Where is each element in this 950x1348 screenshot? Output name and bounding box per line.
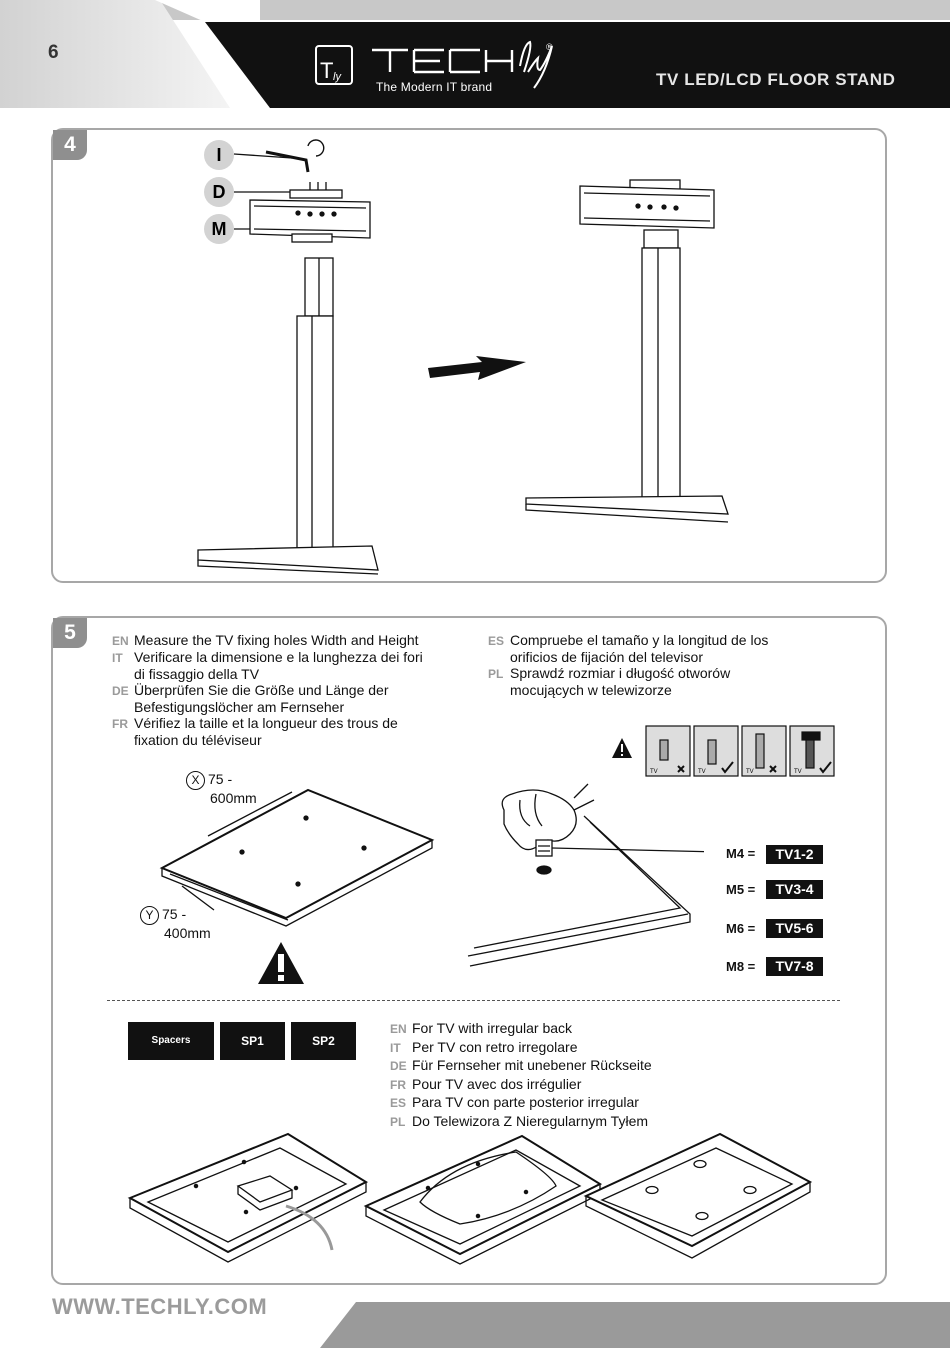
step-5-badge: 5	[53, 618, 87, 648]
tag-tv5-6: TV5-6	[766, 919, 823, 938]
dimension-y: Y 75 - 400mm	[140, 906, 250, 942]
instruction-fr: FR Vérifiez la taille et la longueur des trous de	[112, 715, 398, 731]
instruction-it: IT Verificare la dimensione e la lunghezza dei fori	[112, 649, 423, 665]
spacer-sp1: SP1	[220, 1022, 285, 1060]
irregular-fr: FR Pour TV avec dos irrégulier	[390, 1075, 582, 1092]
screw-length-icons	[608, 724, 840, 780]
irregular-de: DE Für Fernseher mit unebener Rückseite	[390, 1057, 652, 1074]
tv-icon-label-4: TV	[794, 769, 802, 775]
instructions-left: EN Measure the TV fixing holes Width and Height IT Verificare la dimensione e la lunghezza dei fori di fissaggio della TV DE Überprüfen Sie die Größe und Länge der Befestigungslöcher am Fernseher FR Vérifiez la taille et la longueur des trous de fixation du téléviseur	[112, 632, 482, 748]
irregular-es: ES Para TV con parte posterior irregular	[390, 1094, 639, 1111]
irregular-pl: PL Do Telewizora Z Nieregularnym Tyłem	[390, 1112, 649, 1129]
tag-tv7-8: TV7-8	[766, 957, 823, 976]
dashed-divider	[107, 1000, 840, 1001]
warning-icon	[256, 940, 306, 986]
x-circle: X	[186, 771, 205, 790]
irregular-tv-illustrations	[120, 1130, 840, 1270]
label-m: M	[204, 214, 234, 244]
spacers-label: Spacers	[128, 1022, 214, 1060]
step-4-illustration	[52, 130, 882, 578]
svg-text:ly: ly	[333, 71, 341, 83]
warning-icon	[612, 738, 632, 758]
tv-icon-label-2: TV	[698, 769, 706, 775]
y-circle: Y	[140, 906, 159, 925]
tag-tv3-4: TV3-4	[766, 880, 823, 899]
instruction-pl: PL Sprawdź rozmiar i długość otworów	[488, 665, 731, 681]
tv-icon-label-1: TV	[650, 769, 658, 775]
instruction-es: ES Compruebe el tamaño y la longitud de los	[488, 632, 769, 648]
screw-size-m5: M5 =	[726, 882, 756, 897]
irregular-it: IT Per TV con retro irregolare	[390, 1038, 578, 1055]
screw-size-m8: M8 =	[726, 959, 756, 974]
tag-tv1-2: TV1-2	[766, 845, 823, 864]
svg-text:®: ®	[546, 42, 553, 52]
label-i: I	[204, 140, 234, 170]
screw-size-m4: M4 =	[726, 846, 756, 861]
instruction-de: DE Überprüfen Sie die Größe und Länge der	[112, 682, 389, 698]
screw-size-m6: M6 =	[726, 921, 756, 936]
svg-text:T: T	[320, 58, 334, 83]
instructions-right: ES Compruebe el tamaño y la longitud de los orificios de fijación del televisor PL Sprawdź rozmiar i długość otworów mocujących w telewizorze	[488, 632, 848, 698]
label-d: D	[204, 177, 234, 207]
spacer-sp2: SP2	[291, 1022, 356, 1060]
irregular-en: EN For TV with irregular back	[390, 1020, 573, 1036]
footer-url: WWW.TECHLY.COM	[52, 1294, 268, 1319]
brand-tagline: The Modern IT brand	[376, 80, 493, 94]
irregular-back-instructions	[390, 1020, 730, 1132]
document-title: TV LED/LCD FLOOR STAND	[656, 70, 896, 89]
step-4-badge: 4	[53, 130, 87, 160]
page-number: 6	[48, 42, 59, 63]
instruction-en: EN Measure the TV fixing holes Width and Height	[112, 632, 419, 648]
dimension-x: X 75 - 600mm	[186, 771, 296, 807]
tv-icon-label-3: TV	[746, 769, 754, 775]
hand-screw-illustration	[464, 780, 704, 980]
